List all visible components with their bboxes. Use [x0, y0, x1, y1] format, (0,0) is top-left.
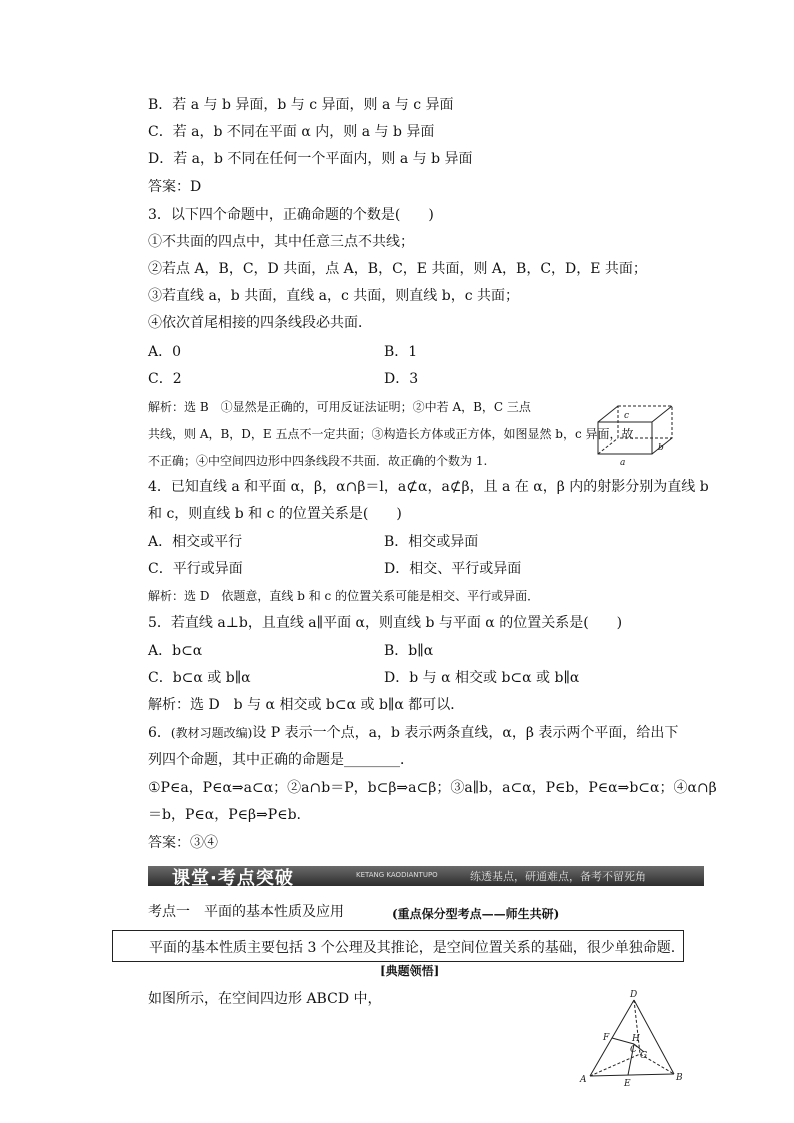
subsection-label: [典题领悟]: [380, 964, 440, 978]
q3-option-d: D．3: [384, 371, 419, 387]
q3-solution-line-1: 解析：选 B ①显然是正确的，可用反证法证明；②中若 A，B，C 三点: [148, 400, 531, 414]
q4-stem-line-1: 4．已知直线 a 和平面 α，β，α∩β＝l，a⊄α，a⊄β，且 a 在 α，β 内的射影分别为直线 b: [148, 479, 709, 495]
q2-answer: 答案：D: [148, 179, 202, 195]
q6-tag: (教材习题改编): [170, 726, 253, 740]
q5-stem: 5．若直线 a⊥b，且直线 a∥平面 α，则直线 b 与平面 α 的位置关系是( ): [148, 615, 623, 631]
q2-option-c: C．若 a，b 不同在平面 α 内，则 a 与 b 异面: [148, 124, 435, 140]
q3-proposition-3: ③若直线 a，b 共面，直线 a，c 共面，则直线 b，c 共面；: [148, 288, 519, 304]
q5-option-c: C．b⊂α 或 b∥α: [148, 670, 251, 686]
tetra-label-d: D: [630, 990, 638, 1000]
q3-option-c: C．2: [148, 371, 182, 387]
q3-proposition-2: ②若点 A，B，C，D 共面，点 A，B，C，E 共面，则 A，B，C，D，E 共面；: [148, 261, 647, 277]
tetra-label-a: A: [580, 1075, 587, 1085]
q2-option-d: D．若 a，b 不同在任何一个平面内，则 a 与 b 异面: [148, 151, 473, 167]
q2-option-b: B．若 a 与 b 异面，b 与 c 异面，则 a 与 c 异面: [148, 97, 454, 113]
tetra-label-b: B: [676, 1073, 683, 1083]
q5-solution: 解析：选 D b 与 α 相交或 b⊂α 或 b∥α 都可以．: [148, 697, 465, 713]
section-title: 考点一 平面的基本性质及应用: [148, 904, 344, 920]
banner-title: 课堂·考点突破: [172, 868, 294, 889]
cuboid-figure: [594, 398, 684, 468]
summary-box-text: 平面的基本性质主要包括 3 个公理及其推论，是空间位置关系的基础，很少单独命题.: [149, 940, 676, 956]
section-banner: [148, 862, 704, 890]
q3-solution-line-2: 共线，则 A，B，D，E 五点不一定共面；③构造长方体或正方体，如图显然 b，c 异面，故: [148, 427, 634, 441]
banner-pinyin: KETANG KAODIANTUPO: [356, 871, 438, 879]
q6-stem-line-1: 6．(教材习题改编)设 P 表示一个点，a，b 表示两条直线，α，β 表示两个平面，给出下: [148, 725, 679, 741]
q3-solution-line-3: 不正确；④中空间四边形中四条线段不共面．故正确的个数为 1.: [148, 454, 488, 468]
q5-option-d: D．b 与 α 相交或 b⊂α 或 b∥α: [384, 670, 580, 686]
q6-propositions-line-2: ＝b，P∈α，P∈β⇒P∈b.: [148, 807, 302, 823]
cuboid-label-b: b: [658, 443, 664, 453]
q4-option-a: A．相交或平行: [148, 534, 243, 550]
banner-slogan: 练透基点，研通难点，备考不留死角: [470, 870, 646, 883]
q4-stem-line-2: 和 c，则直线 b 和 c 的位置关系是( ): [148, 506, 402, 522]
q3-stem: 3．以下四个命题中，正确命题的个数是( ): [148, 207, 434, 223]
q5-option-a: A．b⊂α: [148, 643, 203, 659]
q4-option-b: B．相交或异面: [384, 534, 479, 550]
tetra-label-f: F: [603, 1033, 610, 1043]
q4-solution: 解析：选 D 依题意，直线 b 和 c 的位置关系可能是相交、平行或异面．: [148, 589, 540, 603]
q4-option-c: C．平行或异面: [148, 561, 243, 577]
tetra-label-h: H: [632, 1034, 640, 1044]
q4-option-d: D．相交、平行或异面: [384, 561, 522, 577]
tetra-label-e: E: [624, 1079, 631, 1088]
cuboid-label-a: a: [620, 458, 626, 468]
q3-option-a: A．0: [148, 344, 182, 360]
q6-stem-line-2: 列四个命题，其中正确的命题是________．: [148, 752, 414, 768]
q5-option-b: B．b∥α: [384, 643, 434, 659]
q3-option-b: B．1: [384, 344, 418, 360]
example-stem: 如图所示，在空间四边形 ABCD 中，: [148, 991, 382, 1007]
cuboid-label-c: c: [624, 411, 630, 421]
tetrahedron-figure: [578, 988, 688, 1088]
tetra-label-g: G: [640, 1051, 648, 1061]
q6-stem-text: 设 P 表示一个点，a，b 表示两条直线，α，β 表示两个平面，给出下: [252, 725, 679, 741]
summary-box: [112, 930, 684, 962]
tetra-label-c: C: [630, 1045, 637, 1055]
q6-propositions-line-1: ①P∈a，P∈α⇒a⊂α；②a∩b＝P，b⊂β⇒a⊂β；③a∥b，a⊂α，P∈b，P∈α⇒b⊂α；④α∩β: [148, 780, 717, 796]
q3-proposition-4: ④依次首尾相接的四条线段必共面．: [148, 315, 372, 331]
section-note: (重点保分型考点——师生共研): [392, 907, 560, 921]
q3-proposition-1: ①不共面的四点中，其中任意三点不共线；: [148, 234, 414, 250]
q6-answer: 答案：③④: [148, 835, 218, 851]
